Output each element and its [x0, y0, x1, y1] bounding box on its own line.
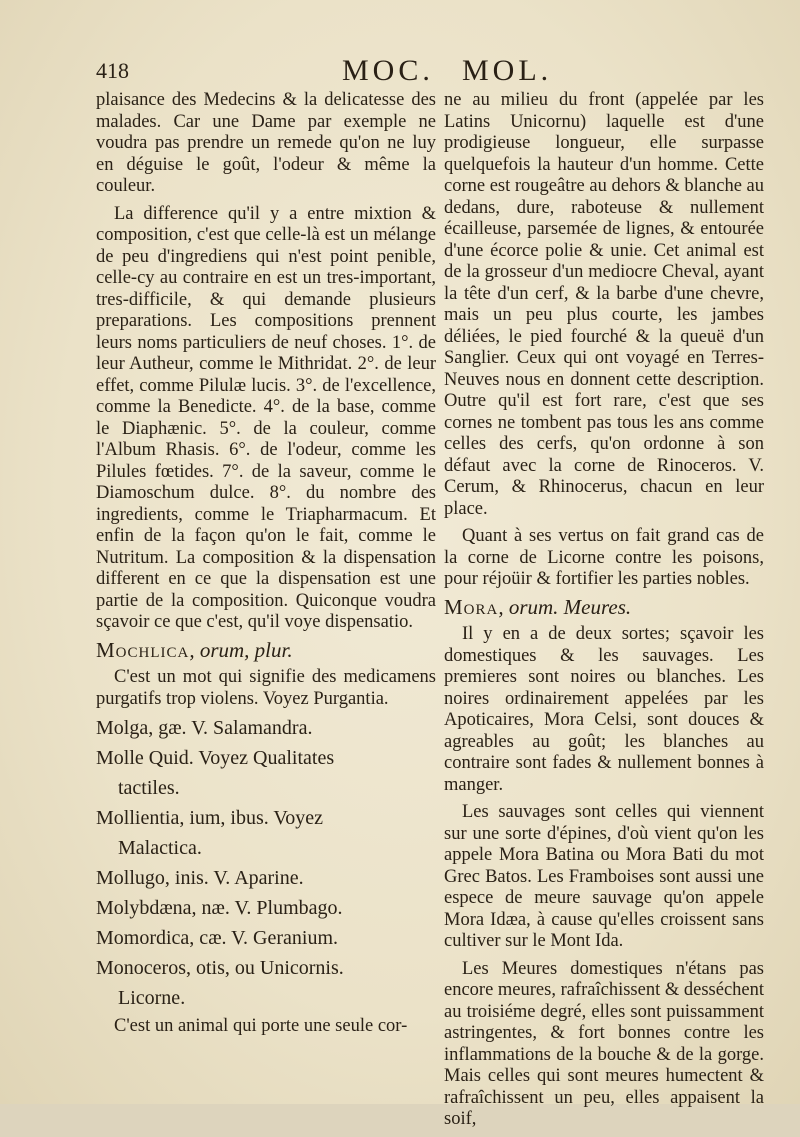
entry-line: Molybdæna, næ. V. Plumbago.: [96, 897, 343, 919]
paragraph: C'est un mot qui signifie des medicamens purgatifs trop violens. Voyez Purgantia.: [96, 667, 436, 709]
entry-suffix: , orum, plur.: [189, 637, 293, 662]
entry-heading-mochlica: [96, 637, 436, 662]
entry-line: Licorne.: [118, 987, 186, 1009]
paragraph: ne au milieu du front (appelée par les Latins Unicornu) laquelle est d'une prodigieuse longueur, elle surpasse quelquefois la hauteur d'un homme. Cette corne est rougeâtre au dehors & blanche au dedans, dure, raboteuse & nullement écailleuse, parsemée de lignes, & entourée d'une écorce polie & unie. Cet animal est de la grosseur d'un mediocre Cheval, ayant la tête d'un cerf, & la barbe d'une chevre, mais un peu plus courte, les jambes déliées, le pied fourché & la queuë d'un Sanglier. Ceux qui ont voyagé en Terres-Neuves nous en donnent cette description. Outre qu'il est fort rare, c'est que ses cornes ne tombent pas tous les ans comme celles des cerfs, qu'on ordonne à son défaut avec la corne de Rinoceros. V. Cerum, & Rhinocerus, chacun en leur place.: [444, 90, 765, 519]
paragraph: Il y en a de deux sortes; sçavoir les domestiques & les sauvages. Les premieres sont noires ou blanches. Les noires ordinairement appelées par les Apoticaires, Mora Celsi, sont douces & agreables au goût; les blanches au contraire sont fades & nullement bonnes à manger.: [444, 624, 764, 795]
running-head-right: MOL.: [462, 54, 553, 87]
page-header: [96, 54, 760, 90]
entry-line: Molle Quid. Voyez Qualitates: [96, 747, 335, 769]
entry-line: Malactica.: [118, 837, 202, 859]
entry-line: Monoceros, otis, ou Unicornis.: [96, 957, 344, 979]
left-column: [96, 90, 436, 1044]
entry-term: Mochlica: [96, 637, 190, 662]
entry-line: Mollientia, ium, ibus. Voyez: [96, 807, 324, 829]
entry-line: tactiles.: [118, 777, 180, 799]
running-head-left: MOC.: [342, 54, 434, 87]
paragraph: Les sauvages sont celles qui viennent sur une sorte d'épines, d'où vient qu'on les appele Mora Batina ou Mora Bati du mot Grec Batos. Les Framboises sont aussi une espece de meure sauvage qu'on appele Mora Idæa, à cause qu'elles croissent sans cultiver sur le Mont Ida.: [444, 802, 764, 951]
paragraph: plaisance des Medecins & la delicatesse des malades. Car une Dame par exemple ne voudra pas prendre un remede qu'on ne luy en déguise le goût, l'odeur & même la couleur.: [96, 90, 436, 196]
entry-line: Molga, gæ. V. Salamandra.: [96, 717, 313, 739]
entry-suffix: , orum. Meures.: [498, 594, 632, 619]
entry-line: Momordica, cæ. V. Geranium.: [96, 927, 339, 949]
entry-heading-mora: [444, 594, 764, 619]
paragraph: C'est un animal qui porte une seule cor-: [114, 1016, 408, 1036]
paragraph: Les Meures domestiques n'étans pas encore meures, rafraîchissent & desséchent au troisiéme degré, elles sont puissamment astringentes, & fort bonnes contre les inflammations de la bouche & de la gorge. Mais celles qui sont meures humectent & rafraîchissent un peu, elles appaisent la soif,: [444, 958, 765, 1129]
page-number: 418: [96, 58, 129, 83]
entry-term: Mora: [444, 594, 499, 619]
entry-line: Mollugo, inis. V. Aparine.: [96, 867, 304, 889]
paragraph: La difference qu'il y a entre mixtion & composition, c'est que celle-là est un mélange de peu d'ingrediens qui n'est point penible, celle-cy au contraire en est un tres-important, tres-difficile, & qui demande plusieurs preparations. Les compositions prennent leurs noms particuliers de neuf choses. 1°. de leur Autheur, comme le Mithridat. 2°. de leur effet, comme Pilulæ lucis. 3°. de l'excellence, comme la Benedicte. 4°. de la base, comme le Diaphænic. 5°. de la couleur, comme l'Album Rhasis. 6°. de l'odeur, comme les Pilules fœtides. 7°. de la saveur, comme le Diamoschum dulce. 8°. du nombre des ingredients, comme le Triapharmacum. Et enfin de la façon qu'on le fait, comme le Nutritum. La composition & la dispensation different en ce que la dispensation est une partie de la composition. Quiconque voudra sçavoir ce que c'est, qu'il voye dispensatio.: [96, 203, 436, 632]
right-column: [444, 90, 764, 1137]
paragraph: Quant à ses vertus on fait grand cas de la corne de Licorne contre les poisons, pour réjoüir & fortifier les parties nobles.: [444, 526, 764, 589]
